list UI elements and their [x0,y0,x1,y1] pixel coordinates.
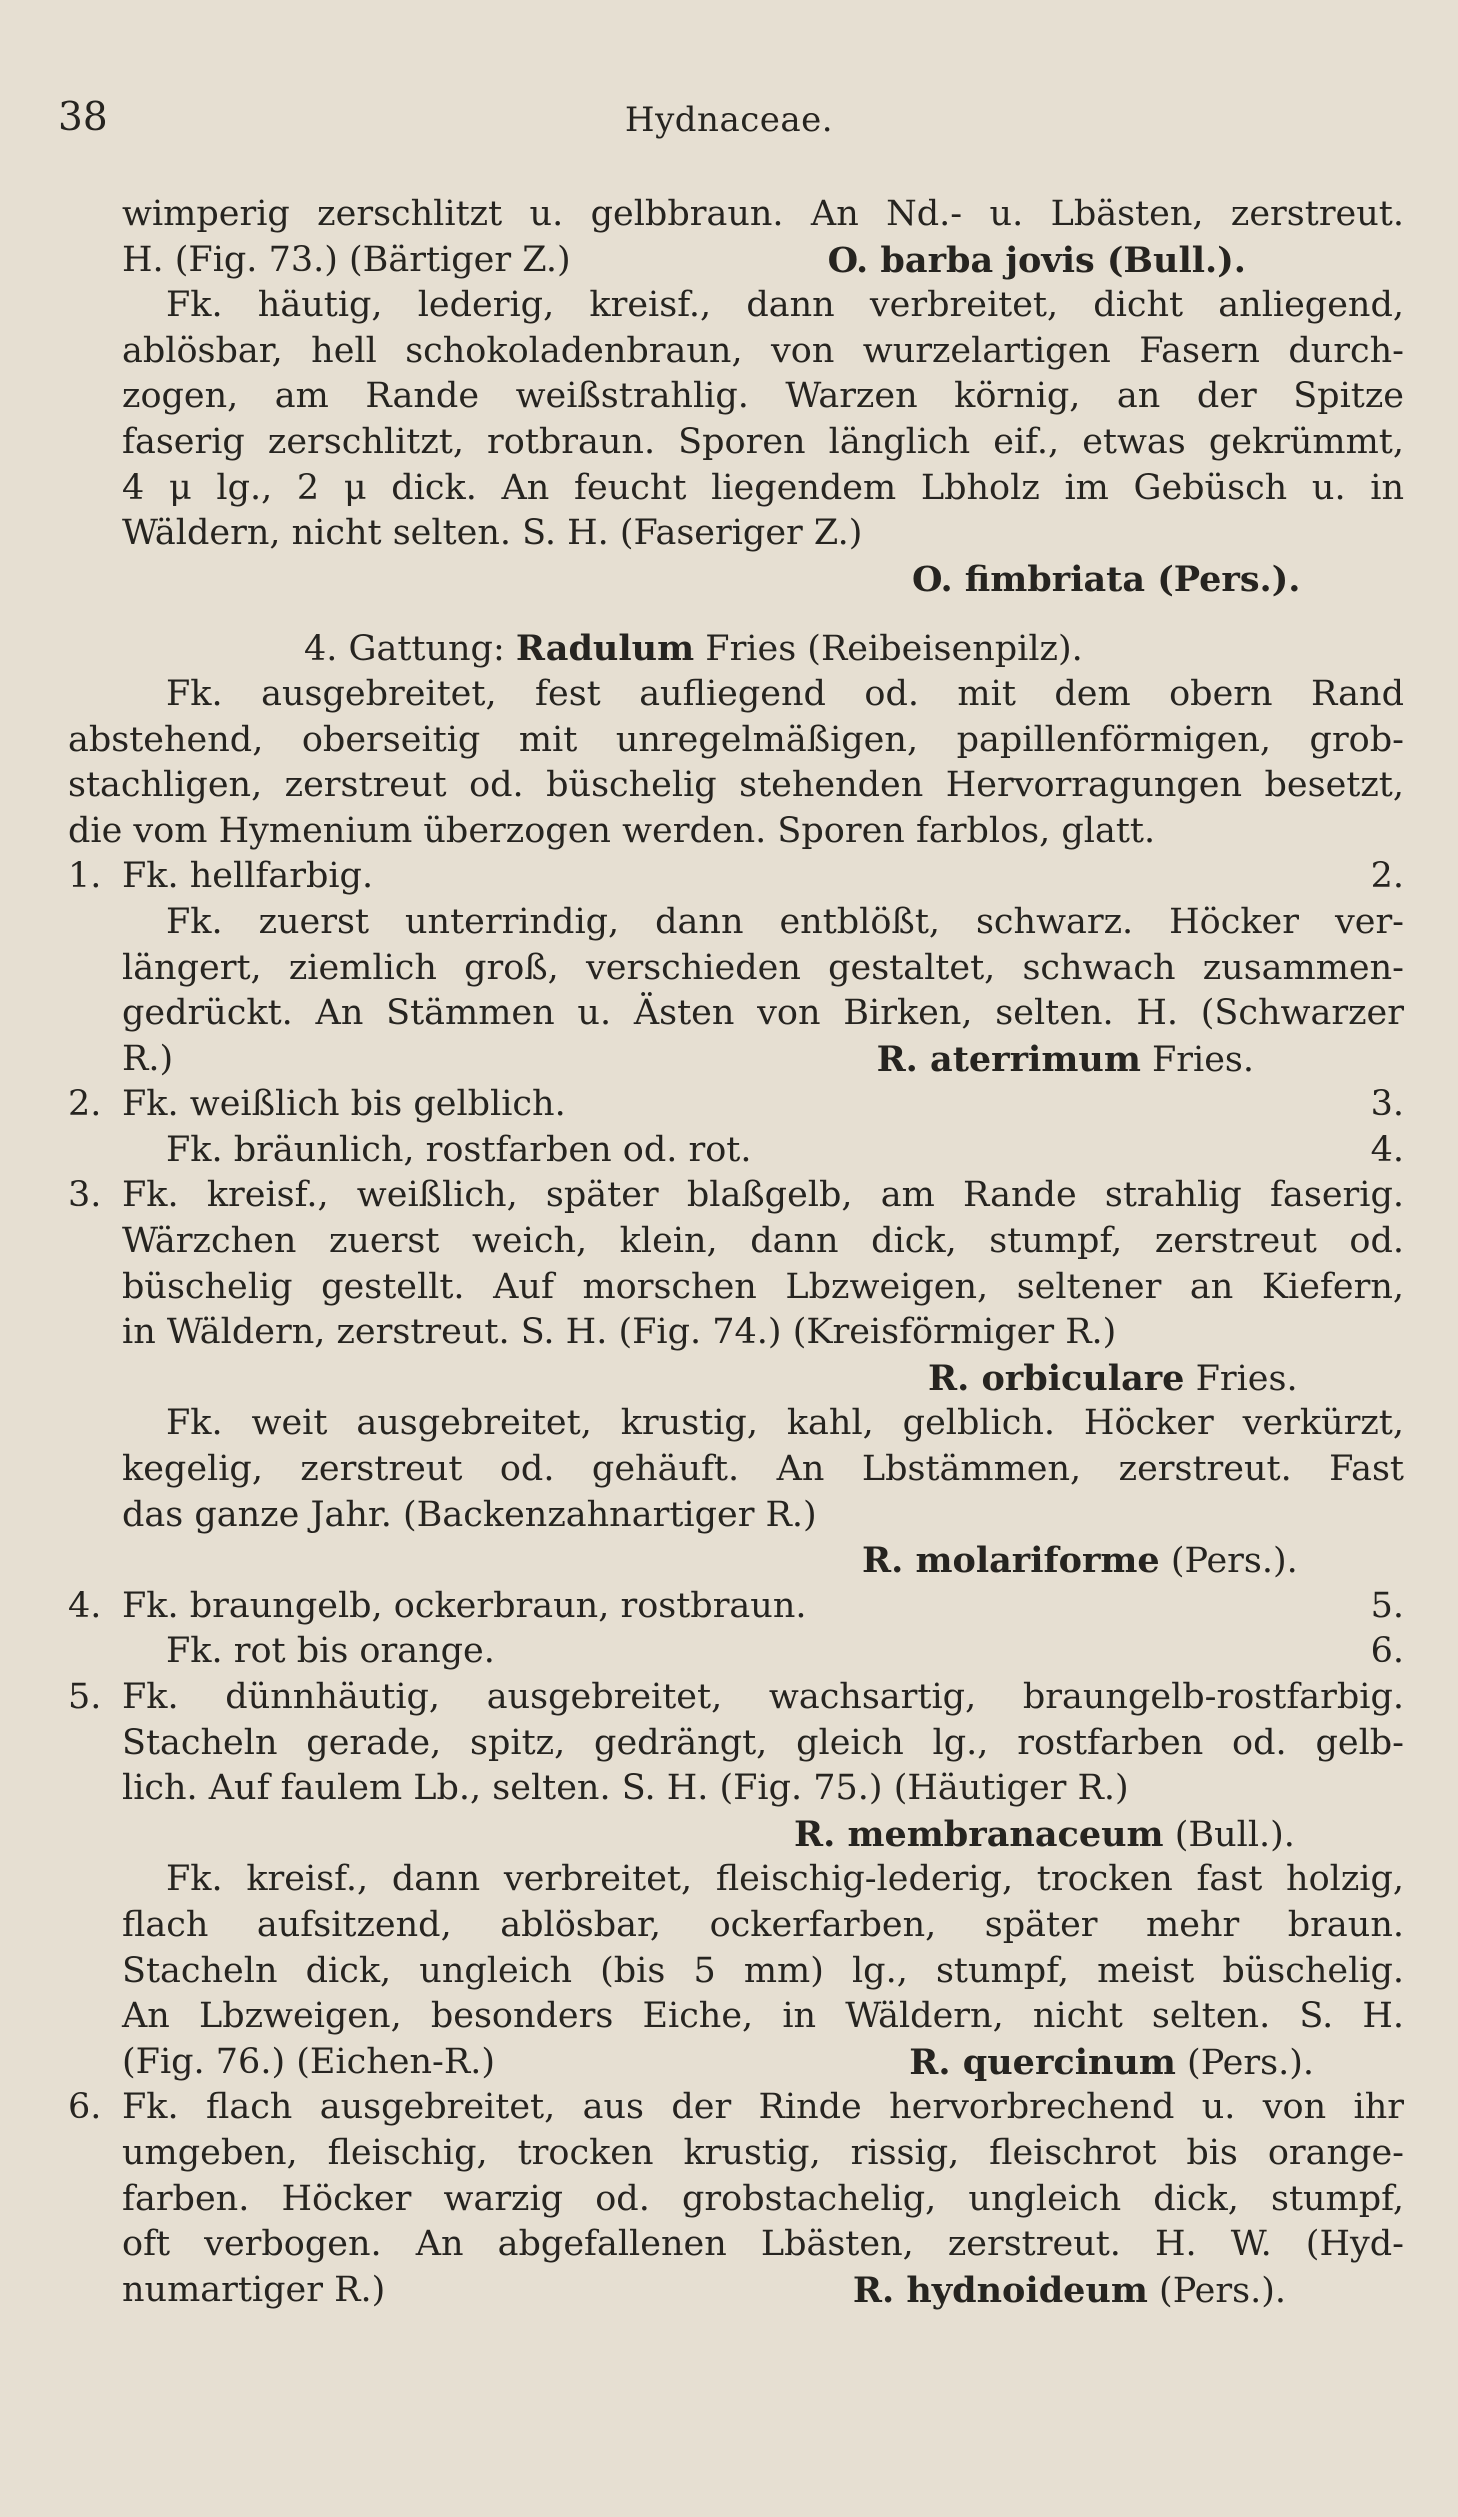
species-name-bold: R. quercinum [909,2041,1176,2083]
text-line: Stacheln gerade, spitz, gedrängt, gleich lg., rostfarben od. gelb- [122,1722,1404,1763]
key-reference: 4. [1370,1129,1404,1170]
text-line: Fk. weit ausgebreitet, krustig, kahl, gelblich. Höcker verkürzt, [166,1403,1404,1444]
text-line: Wärzchen zuerst weich, klein, dann dick, stumpf, zerstreut od. [122,1221,1404,1262]
key-line [68,1173,1404,1219]
key-number: 4. [68,1585,102,1626]
text-line: flach aufsitzend, ablösbar, ockerfarben, später mehr braun. [122,1904,1404,1945]
text-line: numartiger R.) [122,2269,386,2310]
text-line: gedrückt. An Stämmen u. Ästen von Birken, selten. H. (Schwarzer [122,993,1404,1034]
key-number: 1. [68,856,102,897]
text-line: kegelig, zerstreut od. gehäuft. An Lbstämmen, zerstreut. Fast [122,1449,1404,1490]
species-name [853,2268,1286,2314]
text-line [122,2040,1404,2086]
species-name [928,1356,1404,1402]
key-text: Fk. rot bis orange. [166,1631,495,1672]
species-author: (Bull.). [1163,1814,1295,1855]
text-line: Fk. zuerst unterrindig, dann entblößt, schwarz. Höcker ver- [166,901,1404,942]
key-number: 3. [68,1175,102,1216]
text-line: R.) [122,1038,174,1079]
key-text: Fk. kreisf., weißlich, später blaßgelb, am Rande strahlig faserig. [122,1175,1404,1216]
key-text: Fk. bräunlich, rostfarben od. rot. [166,1129,752,1170]
key-reference: 2. [1370,856,1404,897]
species-name-bold: R. hydnoideum [852,2269,1148,2311]
key-number: 2. [68,1084,102,1125]
text-line: lich. Auf faulem Lb., selten. S. H. (Fig. 75.) (Häutiger R.) [122,1768,1129,1809]
species-name [862,1538,1404,1584]
species-name-bold: R. aterrimum [876,1038,1141,1080]
key-line [68,2085,1404,2131]
genus-name: Radulum [515,628,695,670]
text-line: ablösbar, hell schokoladenbraun, von wurzelartigen Fasern durch- [122,330,1404,371]
genus-heading-suffix: Fries (Reibeisenpilz). [694,629,1083,670]
key-line [122,1629,1404,1675]
text-line: Fk. ausgebreitet, fest aufliegend od. mit dem obern Rand [166,673,1404,714]
text-line: Wäldern, nicht selten. S. H. (Faseriger Z.) [122,513,863,554]
text-line: in Wäldern, zerstreut. S. H. (Fig. 74.) (Kreisförmiger R.) [122,1312,1117,1353]
text-line: H. (Fig. 73.) (Bärtiger Z.) [122,239,571,280]
species-author: Fries. [1184,1358,1298,1399]
page-body [68,192,1404,2313]
text-line [122,2268,1404,2314]
text-line: Stacheln dick, ungleich (bis 5 mm) lg., stumpf, meist büschelig. [122,1950,1404,1991]
species-name: O. barba jovis (Bull.). [827,239,1246,281]
text-line: längert, ziemlich groß, verschieden gestaltet, schwach zusammen- [122,947,1404,988]
key-reference: 3. [1370,1084,1404,1125]
genus-heading-prefix: 4. Gattung: [304,629,516,670]
text-line: abstehend, oberseitig mit unregelmäßigen, papillenförmigen, grob- [68,719,1404,760]
species-author: (Pers.). [1159,1541,1298,1582]
species-name-bold: R. orbiculare [928,1357,1185,1399]
text-line: die vom Hymenium überzogen werden. Sporen farblos, glatt. [68,810,1156,851]
species-author: (Pers.). [1175,2042,1314,2083]
text-line: (Fig. 76.) (Eichen-R.) [122,2041,495,2082]
key-text: Fk. weißlich bis gelblich. [122,1084,566,1125]
key-line [68,854,1404,900]
key-line [122,1128,1404,1174]
species-name-bold: R. membranaceum [794,1813,1164,1855]
species-name: O. fimbriata (Pers.). [912,558,1301,600]
key-line [68,1584,1404,1630]
text-line: 4 μ lg., 2 μ dick. An feucht liegendem Lbholz im Gebüsch u. in [122,467,1404,508]
text-line [122,238,1404,284]
species-name [794,1812,1404,1858]
key-reference: 6. [1370,1631,1404,1672]
key-line [68,1675,1404,1721]
text-line [122,1037,1404,1083]
key-reference: 5. [1370,1585,1404,1626]
text-line: wimperig zerschlitzt u. gelbbraun. An Nd.- u. Lbästen, zerstreut. [122,194,1404,234]
text-line: Fk. häutig, lederig, kreisf., dann verbreitet, dicht anliegend, [166,285,1404,326]
key-text: Fk. hellfarbig. [122,856,374,897]
text-line: büschelig gestellt. Auf morschen Lbzweigen, seltener an Kiefern, [122,1266,1404,1307]
text-line: faserig zerschlitzt, rotbraun. Sporen länglich eif., etwas gekrümmt, [122,421,1404,462]
key-line [68,1082,1404,1128]
species-name [909,2040,1314,2086]
key-text: Fk. flach ausgebreitet, aus der Rinde hervorbrechend u. von ihr [122,2087,1404,2128]
key-number: 5. [68,1677,102,1717]
text-line: umgeben, fleischig, trocken krustig, rissig, fleischrot bis orange- [122,2132,1404,2173]
running-title: Hydnaceae. [624,100,834,140]
genus-heading [122,626,1404,672]
species-name-bold: R. molariforme [862,1540,1160,1582]
key-text: Fk. braungelb, ockerbraun, rostbraun. [122,1585,807,1626]
key-text: Fk. dünnhäutig, ausgebreitet, wachsartig, braungelb-rostfarbig. [122,1677,1404,1717]
text-line: Fk. kreisf., dann verbreitet, fleischig-lederig, trocken fast holzig, [166,1859,1404,1900]
species-author: Fries. [1140,1039,1254,1080]
text-line: zogen, am Rande weißstrahlig. Warzen körnig, an der Spitze [122,376,1404,417]
species-name [877,1037,1254,1083]
text-line: oft verbogen. An abgefallenen Lbästen, zerstreut. H. W. (Hyd- [122,2224,1404,2265]
text-line: das ganze Jahr. (Backenzahnartiger R.) [122,1494,817,1535]
species-author: (Pers.). [1147,2270,1286,2311]
page-number: 38 [58,95,108,140]
text-line: stachligen, zerstreut od. büschelig stehenden Hervorragungen besetzt, [68,765,1404,806]
text-line: farben. Höcker warzig od. grobstachelig, ungleich dick, stumpf, [122,2178,1404,2219]
text-line: An Lbzweigen, besonders Eiche, in Wäldern, nicht selten. S. H. [122,1996,1404,2037]
key-number: 6. [68,2087,102,2128]
